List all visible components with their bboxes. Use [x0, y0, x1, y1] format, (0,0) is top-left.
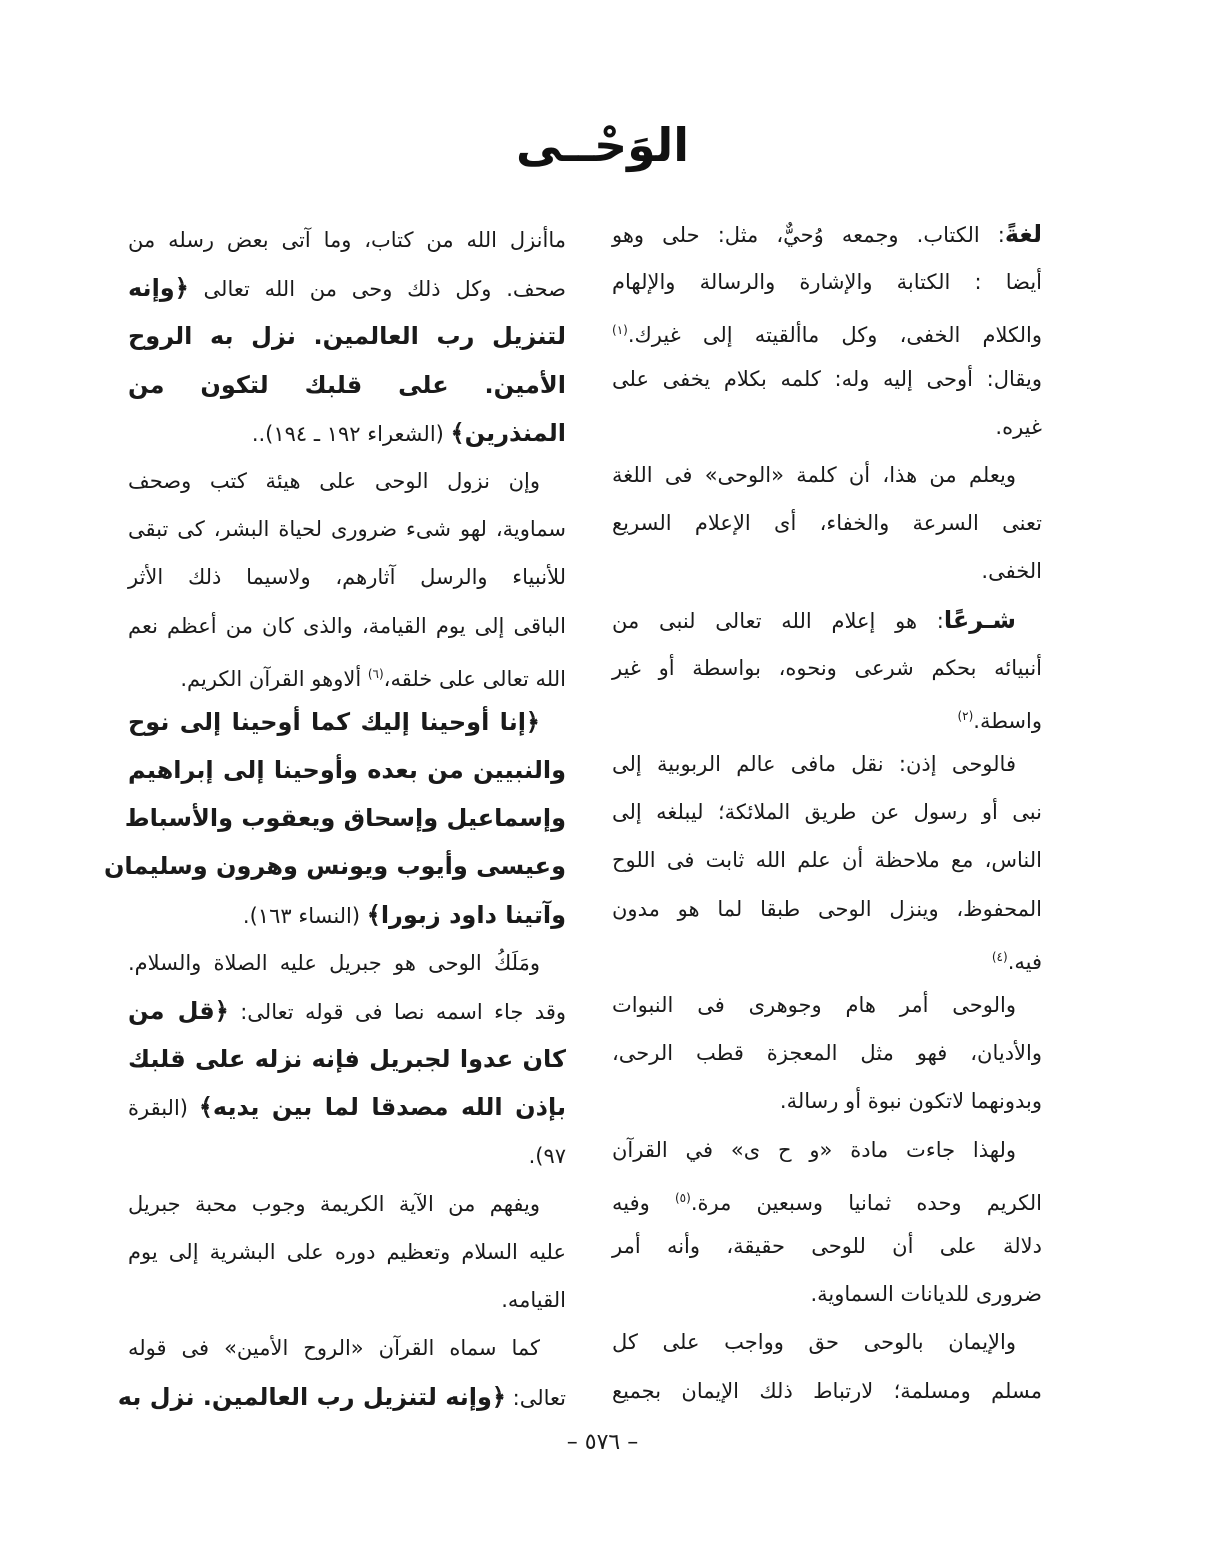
- text-line: [128, 602, 566, 650]
- text-line: [612, 644, 1042, 692]
- text-span: ألاوهو القرآن الكريم.: [180, 666, 368, 691]
- text-line: [612, 1318, 1042, 1366]
- text-line: [128, 650, 566, 698]
- text-line: [128, 1180, 566, 1228]
- text-line: [612, 692, 1042, 740]
- text-line: [612, 1367, 1042, 1415]
- text-span: ومَلَكُ الوحى هو جبريل عليه الصلاة والسلام.: [128, 950, 540, 975]
- text-line: [612, 1029, 1042, 1077]
- page-title: الوَحْــى: [515, 118, 690, 172]
- text-line: [612, 1077, 1042, 1125]
- bold-text: كان عدوا لجبريل فإنه نزله على قلبك: [128, 1045, 566, 1074]
- text-line: [612, 403, 1042, 451]
- text-span: صحف. وكل ذلك وحى من الله تعالى: [188, 277, 566, 302]
- bold-text: ﴿وإنه: [128, 274, 189, 303]
- text-span: ويقال: أوحى إليه وله: كلمه بكلام يخفى على: [612, 366, 1042, 391]
- text-line: [128, 939, 566, 987]
- text-line: [612, 499, 1042, 547]
- text-line: [612, 1126, 1042, 1174]
- bold-text: والنبيين من بعده وأوحينا إلى إبراهيم: [128, 756, 566, 785]
- text-span: القيامه.: [501, 1288, 566, 1313]
- text-line: [128, 553, 566, 601]
- text-span: الباقى إلى يوم القيامة، والذى كان من أعظم نعم: [128, 613, 566, 638]
- text-span: وفيه: [612, 1190, 675, 1215]
- text-line: [128, 361, 566, 409]
- footnote-ref: (٤): [991, 949, 1008, 964]
- text-span: للأنبياء والرسل آثارهم، ولاسيما ذلك الأثر: [128, 565, 566, 590]
- text-span: غيره.: [995, 414, 1042, 439]
- text-line: [612, 596, 1042, 644]
- bold-text: وعيسى وأيوب ويونس وهرون وسليمان: [103, 852, 566, 881]
- text-line: [612, 1174, 1042, 1222]
- text-line: [128, 1083, 566, 1131]
- page-number: – ٥٧٦ –: [566, 1430, 639, 1455]
- footnote-ref: (٦): [367, 666, 384, 681]
- text-line: [128, 698, 566, 746]
- text-line: [103, 842, 566, 890]
- text-span: وبدونهما لاتكون نبوة أو رسالة.: [779, 1089, 1042, 1114]
- text-line: [128, 1035, 566, 1083]
- text-line: [128, 409, 566, 457]
- bold-text: المنذرين﴾: [450, 418, 566, 447]
- footnote-ref: (١): [612, 323, 628, 338]
- text-span: والإيمان بالوحى حق وواجب على كل: [612, 1330, 1016, 1355]
- text-span: وإن نزول الوحى على هيئة كتب وصحف: [128, 468, 540, 493]
- bold-text: ﴿قل من: [128, 997, 229, 1025]
- text-span: ضرورى للديانات السماوية.: [810, 1282, 1042, 1307]
- text-line: [128, 1132, 566, 1180]
- text-line: [117, 1373, 566, 1421]
- bold-text: لتنزيل رب العالمين. نزل به الروح: [128, 322, 566, 351]
- footnote-ref: (٢): [957, 708, 974, 723]
- text-span: : هو إعلام الله تعالى لنبى من: [612, 608, 944, 633]
- text-span: : الكتاب. وجمعه وُحيٌّ، مثل: حلى وهو: [612, 223, 1005, 247]
- text-line: [612, 885, 1042, 933]
- text-line: [612, 258, 1042, 306]
- text-span: دلالة على أن للوحى حقيقة، وأنه أمر: [612, 1233, 1042, 1258]
- text-line: [128, 264, 566, 312]
- bold-text: وآتينا داود زبورا﴾: [366, 900, 566, 929]
- text-span: المحفوظ، وينزل الوحى طبقا لما هو مدون: [612, 896, 1042, 921]
- text-line: [612, 981, 1042, 1029]
- text-line: [612, 451, 1042, 499]
- text-line: [128, 457, 566, 505]
- text-line: [128, 505, 566, 553]
- text-span: ولهذا جاءت مادة «و ح ى» في القرآن: [612, 1137, 1016, 1162]
- text-span: (البقرة: [128, 1096, 199, 1121]
- bold-text: ﴿إنا أوحينا إليك كما أوحينا إلى نوح: [128, 707, 540, 736]
- text-span: عليه السلام وتعظيم دوره على البشرية إلى يوم: [128, 1239, 566, 1264]
- text-span: تعنى السرعة والخفاء، أى الإعلام السريع: [612, 511, 1042, 536]
- bold-text: ﴿وإنه لتنزيل رب العالمين. نزل به: [117, 1382, 506, 1411]
- text-span: نبى أو رسول عن طريق الملائكة؛ ليبلغه إلى: [612, 800, 1042, 825]
- text-span: فالوحى إذن: نقل مافى عالم الربوبية إلى: [612, 752, 1016, 777]
- text-span: (النساء ١٦٣).: [242, 903, 367, 928]
- text-line: [612, 788, 1042, 836]
- text-span: سماوية، لهو شىء ضرورى لحياة البشر، كى تبقى: [128, 517, 566, 542]
- right-column: [612, 210, 1042, 1415]
- bold-text: لغةً: [1004, 220, 1042, 248]
- text-line: [612, 355, 1042, 403]
- bold-text: الأمين. على قلبك لتكون من: [128, 370, 566, 399]
- text-span: ويفهم من الآية الكريمة وجوب محبة جبريل: [128, 1191, 540, 1216]
- text-span: ماأنزل الله من كتاب، وما آتى بعض رسله من: [128, 228, 566, 252]
- text-span: ويعلم من هذا، أن كلمة «الوحى» فى اللغة: [612, 462, 1016, 487]
- text-span: تعالى:: [505, 1385, 566, 1410]
- bold-text: وإسماعيل وإسحاق ويعقوب والأسباط: [124, 804, 566, 833]
- text-span: ٩٧).: [528, 1143, 566, 1168]
- text-span: الخفى.: [981, 559, 1042, 584]
- text-line: [612, 740, 1042, 788]
- text-line: [128, 1228, 566, 1276]
- text-span: الله تعالى على خلقه،: [383, 666, 566, 691]
- text-line: [612, 306, 1042, 354]
- text-span: الكريم وحده ثمانيا وسبعين مرة.: [690, 1190, 1043, 1215]
- text-line: [128, 1324, 566, 1372]
- text-span: الناس، مع ملاحظة أن علم الله ثابت فى اللوح: [612, 848, 1042, 873]
- text-line: [612, 547, 1042, 595]
- text-line: [128, 891, 566, 939]
- text-span: والوحى أمر هام وجوهرى فى النبوات: [612, 993, 1016, 1017]
- bold-text: شـرعًا: [943, 605, 1016, 634]
- text-line: [128, 987, 566, 1035]
- text-span: وقد جاء اسمه نصا فى قوله تعالى:: [228, 1000, 567, 1024]
- text-line: [612, 1222, 1042, 1270]
- text-line: [128, 746, 566, 794]
- text-span: أنبيائه بحكم شرعى ونحوه، بواسطة أو غير: [612, 655, 1042, 680]
- text-line: [128, 312, 566, 360]
- text-span: كما سماه القرآن «الروح الأمين» فى قوله: [128, 1336, 540, 1361]
- text-span: والأديان، فهو مثل المعجزة قطب الرحى،: [612, 1041, 1042, 1066]
- text-span: مسلم ومسلمة؛ لارتباط ذلك الإيمان بجميع: [612, 1378, 1042, 1403]
- text-span: (الشعراء ١٩٢ ـ ١٩٤)..: [251, 421, 451, 446]
- text-line: [124, 794, 566, 842]
- text-line: [128, 216, 566, 264]
- text-line: [612, 210, 1042, 258]
- bold-text: بإذن الله مصدقا لما بين يديه﴾: [198, 1093, 566, 1122]
- text-span: فيه.: [1007, 949, 1042, 974]
- text-span: واسطة.: [973, 708, 1042, 733]
- text-span: أيضا : الكتابة والإشارة والرسالة والإلهام: [612, 270, 1042, 295]
- left-column: [103, 216, 567, 1421]
- footnote-ref: (٥): [674, 1190, 691, 1205]
- text-line: [612, 836, 1042, 884]
- text-line: [128, 1276, 566, 1324]
- text-line: [612, 933, 1042, 981]
- text-line: [612, 1270, 1042, 1318]
- text-span: والكلام الخفى، وكل ماألقيته إلى غيرك.: [627, 323, 1042, 348]
